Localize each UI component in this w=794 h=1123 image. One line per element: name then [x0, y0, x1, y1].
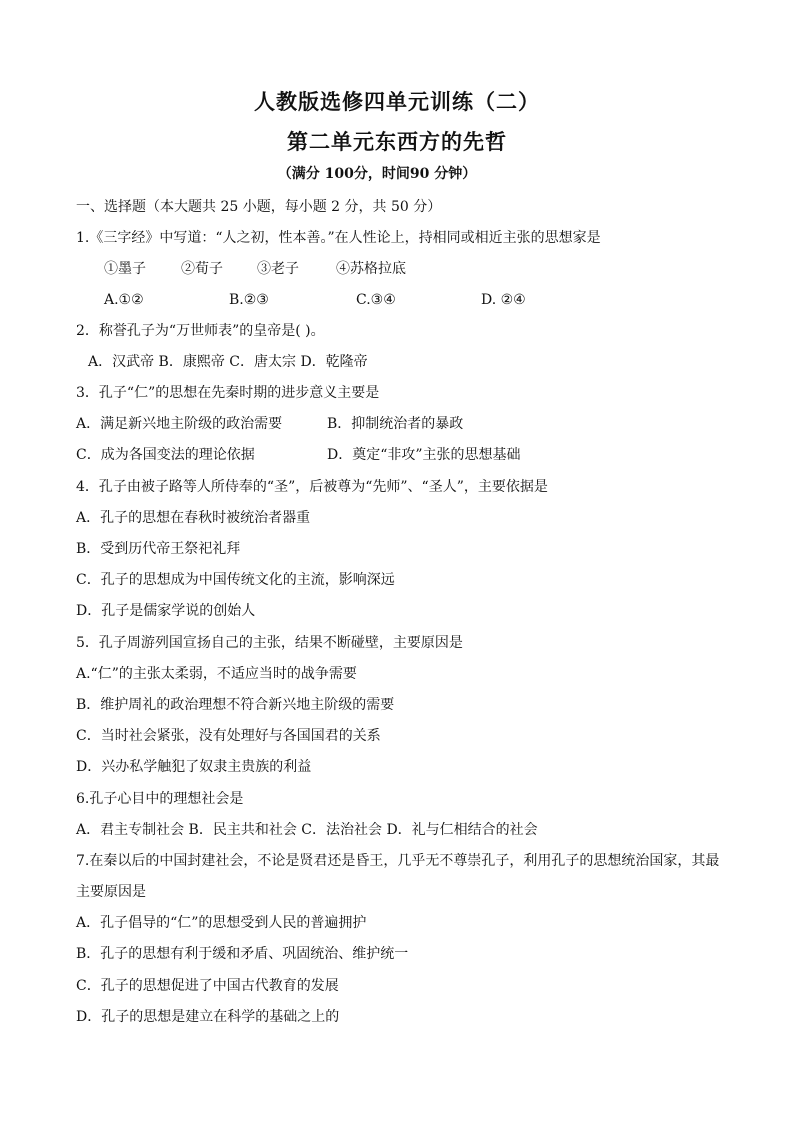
question-1-option-d: D. ②④	[481, 292, 526, 308]
question-1-stem: 1.《三字经》中写道：“人之初，性本善。”在人性论上，持相同或相近主张的思想家是	[76, 230, 601, 246]
question-1-item: ①墨子	[104, 261, 146, 277]
question-2-options: A．汉武帝 B．康熙帝 C．唐太宗 D．乾隆帝	[88, 354, 368, 370]
question-4-option-b: B．受到历代帝王祭祀礼拜	[76, 541, 241, 557]
question-5-option-c: C．当时社会紧张，没有处理好与各国国君的关系	[76, 728, 381, 744]
question-4-option-d: D．孔子是儒家学说的创始人	[76, 603, 256, 619]
question-7-option-a: A．孔子倡导的“仁”的思想受到人民的普遍拥护	[76, 915, 367, 931]
question-6-stem: 6.孔子心目中的理想社会是	[76, 791, 244, 807]
question-3-option-c: C．成为各国变法的理论依据	[76, 447, 255, 463]
question-3-option-b: B．抑制统治者的暴政	[327, 416, 464, 432]
unit-title: 第二单元东西方的先哲	[287, 129, 507, 154]
question-7-stem: 7.在秦以后的中国封建社会，不论是贤君还是昏王，几乎无不尊崇孔子，利用孔子的思想统治国家，其最	[76, 853, 720, 869]
question-1-item: ②荀子	[181, 261, 223, 277]
question-7-option-d: D．孔子的思想是建立在科学的基础之上的	[76, 1009, 340, 1025]
question-1-option-a: A.①②	[104, 292, 144, 308]
question-5-option-a: A.“仁”的主张太柔弱，不适应当时的战争需要	[76, 666, 357, 682]
question-1-item: ④苏格拉底	[336, 261, 406, 277]
question-6-options: A．君主专制社会 B．民主共和社会 C．法治社会 D．礼与仁相结合的社会	[76, 822, 538, 838]
page-title: 人教版选修四单元训练（二）	[254, 89, 540, 114]
question-4-stem: 4．孔子由被子路等人所侍奉的“圣”，后被尊为“先师”、“圣人”，主要依据是	[76, 479, 548, 495]
question-5-option-d: D．兴办私学触犯了奴隶主贵族的利益	[76, 759, 312, 775]
question-1-item: ③老子	[257, 261, 299, 277]
question-1-option-c: C.③④	[356, 292, 396, 308]
question-3-option-d: D．奠定“非攻”主张的思想基础	[327, 447, 521, 463]
question-4-option-c: C．孔子的思想成为中国传统文化的主流，影响深远	[76, 572, 395, 588]
question-1-option-b: B.②③	[229, 292, 269, 308]
question-2-stem: 2．称誉孔子为“万世师表”的皇帝是( )。	[76, 323, 325, 339]
question-3-option-a: A．满足新兴地主阶级的政治需要	[76, 416, 283, 432]
question-7-option-b: B．孔子的思想有利于缓和矛盾、巩固统治、维护统一	[76, 946, 409, 962]
question-3-stem: 3．孔子“仁”的思想在先秦时期的进步意义主要是	[76, 385, 380, 401]
exam-info: （满分 100分，时间90 分钟）	[277, 166, 477, 182]
question-7-stem-continued: 主要原因是	[76, 884, 146, 900]
question-4-option-a: A．孔子的思想在春秋时被统治者器重	[76, 510, 311, 526]
question-5-option-b: B．维护周礼的政治理想不符合新兴地主阶级的需要	[76, 697, 395, 713]
section-heading: 一、选择题（本大题共 25 小题，每小题 2 分，共 50 分）	[76, 199, 442, 215]
question-5-stem: 5．孔子周游列国宣扬自己的主张，结果不断碰壁，主要原因是	[76, 635, 463, 651]
question-7-option-c: C．孔子的思想促进了中国古代教育的发展	[76, 978, 339, 994]
